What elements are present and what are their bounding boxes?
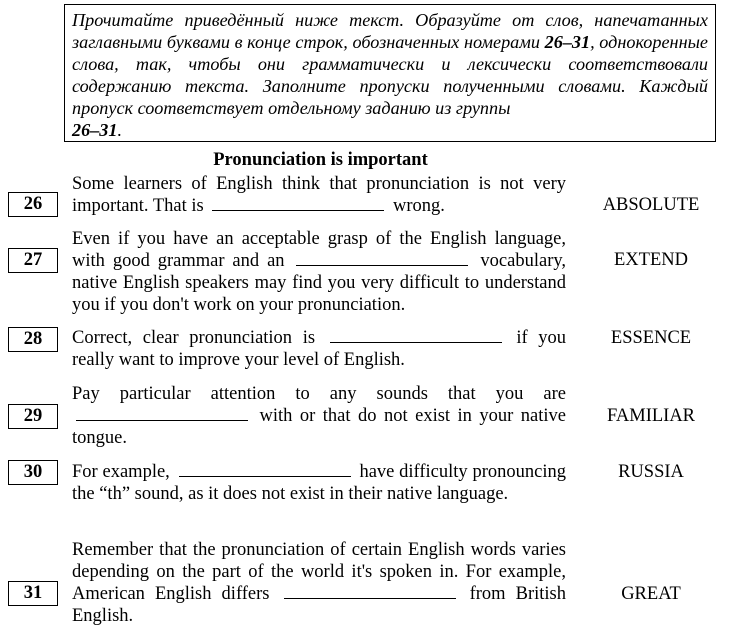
task-text bbox=[72, 383, 566, 449]
task-text-after: have difficulty pronouncing the “th” sound, as it does not exist in their native language. bbox=[72, 462, 566, 504]
answer-blank[interactable] bbox=[296, 264, 468, 266]
task-text-after: with or that do not exist in your native tongue. bbox=[72, 406, 567, 448]
task-text-before: Correct, clear pronunciation is bbox=[72, 328, 316, 348]
answer-blank[interactable] bbox=[212, 209, 384, 211]
base-word: EXTEND bbox=[614, 250, 688, 270]
task-text-before: For example, bbox=[72, 462, 170, 482]
task-number: 30 bbox=[8, 460, 58, 485]
instructions-text: , однокоренные слова, так, чтобы они грамматически и лексически соответствовали содержанию текста. Заполните пропуски полученными словами. Каждый пропуск соответствует отдельному заданию из группы bbox=[72, 32, 708, 118]
task-text-after: if you really want to improve your level of English. bbox=[72, 328, 566, 370]
base-word: FAMILIAR bbox=[606, 406, 696, 426]
instructions-box bbox=[64, 4, 716, 142]
task-number: 29 bbox=[8, 404, 58, 429]
task-number: 28 bbox=[8, 327, 58, 352]
instructions-text: Прочитайте приведённый ниже текст. Образуйте от слов, напечатанных заглавными буквами в конце строк, обозначенных номерами bbox=[72, 10, 708, 52]
task-text-before: Even if you have an acceptable grasp of the English language, with good grammar and an bbox=[72, 229, 566, 271]
task-text-before: Remember that the pronunciation of certain English words varies depending on the part of the world it's spoken in. For example, American English differs bbox=[72, 540, 566, 604]
task-text bbox=[72, 228, 566, 316]
task-number: 31 bbox=[8, 581, 58, 606]
base-word: ESSENCE bbox=[610, 328, 692, 348]
task-text bbox=[72, 327, 566, 371]
task-text bbox=[72, 539, 566, 627]
base-word: RUSSIA bbox=[618, 462, 684, 482]
task-text-after: wrong. bbox=[392, 196, 445, 216]
task-number: 26 bbox=[8, 192, 58, 217]
answer-blank[interactable] bbox=[179, 475, 351, 477]
task-text-before: Some learners of English think that pronunciation is not very important. That is bbox=[72, 174, 566, 216]
task-text-after: from British English. bbox=[72, 584, 566, 626]
task-text-before: Pay particular attention to any sounds that you are bbox=[72, 384, 566, 404]
task-range: 26–31 bbox=[72, 120, 118, 140]
answer-blank[interactable] bbox=[76, 419, 248, 421]
task-text bbox=[72, 461, 566, 505]
answer-blank[interactable] bbox=[284, 597, 456, 599]
task-text bbox=[72, 173, 566, 217]
base-word: ABSOLUTE bbox=[602, 195, 700, 215]
task-number: 27 bbox=[8, 248, 58, 273]
base-word: GREAT bbox=[621, 584, 681, 604]
answer-blank[interactable] bbox=[330, 341, 502, 343]
instructions-text: . bbox=[117, 120, 123, 140]
task-text-after: vocabulary, native English speakers may find you very difficult to understand you if you don't work on your pronunciation. bbox=[72, 251, 567, 315]
text-title: Pronunciation is important bbox=[213, 150, 428, 170]
task-range: 26–31 bbox=[544, 32, 591, 52]
